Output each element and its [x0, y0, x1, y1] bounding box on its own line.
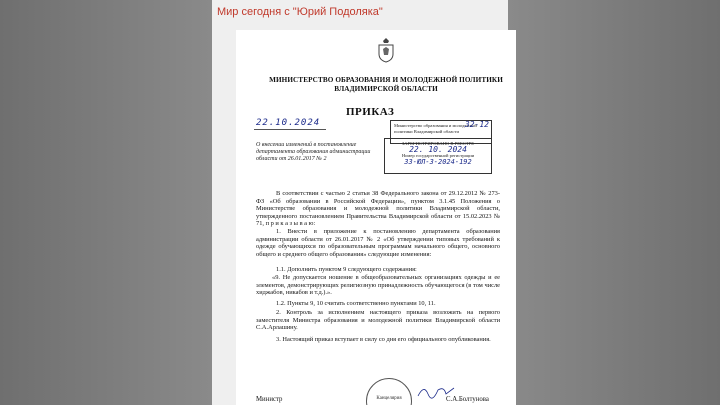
signer-role: Министр [256, 396, 283, 403]
document-date: 22.10.2024 [256, 118, 321, 128]
paragraph-3: 3. Настоящий приказ вступает в силу со дня его официального опубликования. [276, 336, 491, 343]
background-left [0, 0, 212, 405]
ministry-name-line1: МИНИСТЕРСТВО ОБРАЗОВАНИЯ И МОЛОДЕЖНОЙ ПОЛИТИКИ [269, 76, 503, 84]
incoming-stamp-handwriting: 32-12 [464, 120, 489, 129]
registration-stamp-header: ЗАРЕГИСТРИРОВАНО В РЕЕСТРЕ [401, 141, 475, 146]
document-page [236, 30, 516, 405]
seal-text: Канцелярия [376, 396, 402, 401]
document-subject: О внесении изменений в постановление департамента образования администрации области от 26.01.2017 № 2 [256, 142, 371, 162]
document-title: ПРИКАЗ [346, 106, 395, 118]
office-seal [366, 378, 412, 405]
paragraph-preamble: В соответствии с частью 2 статьи 38 Федерального закона от 29.12.2012 № 273-ФЗ «Об образовании в Российской Федерации», пунктом 3.1.45 Положения о Министерстве образования и молодежной политики Владимирской области, утвержденного постановлением Правительства Владимирской области от 15.02.2023 № 71, п р и к а з ы в а ю: [256, 190, 500, 228]
paragraph-9-quote: «9. Не допускается ношение в общеобразовательных организациях одежды и ее элементов, демонстрирующих религиозную принадлежность обучающегося (в том числе хиджабов, никабов и т.д.).». [256, 274, 500, 297]
date-underline [254, 129, 326, 130]
paragraph-1: 1. Внести в приложение к постановлению департамента образования администрации области от 26.01.2017 № 2 «Об утверждении типовых требований к одежде обучающихся по образовательным программам начального общего, основного общего и среднего общего образования» следующие изменения: [256, 228, 500, 258]
ministry-name-line2: ВЛАДИМИРСКОЙ ОБЛАСТИ [334, 85, 438, 93]
incoming-stamp-text: Министерство образования и молодежной политики Владимирской области [394, 123, 477, 134]
paragraph-2: 2. Контроль за исполнением настоящего приказа возложить на первого заместителя Министра образования и молодежной политики Владимирской области С.А.Арлашину. [256, 309, 500, 332]
signer-name: С.А.Болтунова [446, 396, 489, 403]
coat-of-arms-icon [376, 36, 396, 64]
background-right [508, 0, 720, 405]
channel-title[interactable]: Мир сегодня с "Юрий Подоляка" [217, 6, 383, 18]
registration-stamp [384, 138, 492, 174]
paragraph-1-1: 1.1. Дополнить пунктом 9 следующего содержания: [276, 266, 417, 273]
registration-date: 22. 10. 2024 [409, 145, 467, 154]
paragraph-1-2: 1.2. Пункты 9, 10 считать соответственно пунктами 10, 11. [276, 300, 436, 307]
registration-stamp-footer: Номер государственной регистрации [401, 153, 475, 158]
registration-number: 33-ЮЛ-3-2024-192 [404, 158, 472, 166]
